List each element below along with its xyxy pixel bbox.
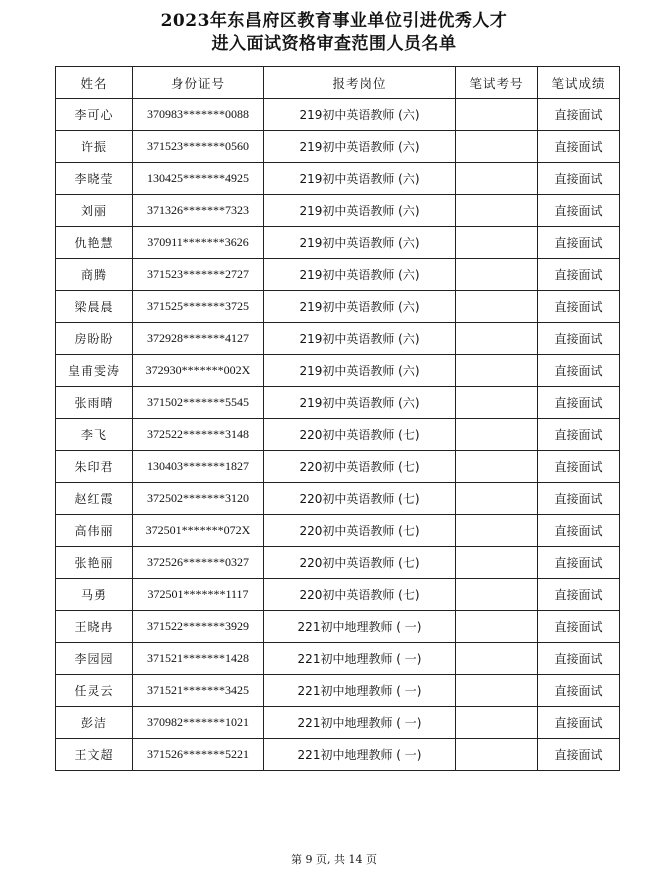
cell-name: 高伟丽 <box>56 515 133 547</box>
cell-exam-number <box>456 643 538 675</box>
cell-position: 220初中英语教师 (七) <box>264 547 456 579</box>
cell-exam-number <box>456 675 538 707</box>
cell-id-number: 372501*******072X <box>133 515 264 547</box>
cell-name: 朱印君 <box>56 451 133 483</box>
cell-id-number: 130425*******4925 <box>133 163 264 195</box>
cell-exam-number <box>456 131 538 163</box>
table-row <box>56 355 620 387</box>
cell-id-number: 372526*******0327 <box>133 547 264 579</box>
cell-id-number: 370982*******1021 <box>133 707 264 739</box>
table-row <box>56 323 620 355</box>
cell-name: 马勇 <box>56 579 133 611</box>
cell-exam-number <box>456 195 538 227</box>
cell-position: 219初中英语教师 (六) <box>264 195 456 227</box>
cell-id-number: 371523*******2727 <box>133 259 264 291</box>
table-row <box>56 227 620 259</box>
cell-name: 赵红霞 <box>56 483 133 515</box>
header-id-number: 身份证号 <box>133 67 264 99</box>
cell-name: 张艳丽 <box>56 547 133 579</box>
table-row <box>56 131 620 163</box>
header-exam-score: 笔试成绩 <box>538 67 620 99</box>
table-row <box>56 195 620 227</box>
cell-exam-score: 直接面试 <box>538 355 620 387</box>
cell-exam-number <box>456 259 538 291</box>
cell-id-number: 371521*******3425 <box>133 675 264 707</box>
table-row <box>56 643 620 675</box>
cell-id-number: 371326*******7323 <box>133 195 264 227</box>
cell-exam-number <box>456 483 538 515</box>
cell-position: 219初中英语教师 (六) <box>264 291 456 323</box>
table-row <box>56 579 620 611</box>
cell-name: 王文超 <box>56 739 133 771</box>
cell-id-number: 371523*******0560 <box>133 131 264 163</box>
table-row <box>56 451 620 483</box>
cell-exam-number <box>456 515 538 547</box>
cell-position: 221初中地理教师 ( 一) <box>264 707 456 739</box>
cell-id-number: 372930*******002X <box>133 355 264 387</box>
cell-position: 219初中英语教师 (六) <box>264 227 456 259</box>
table-row <box>56 515 620 547</box>
cell-name: 李可心 <box>56 99 133 131</box>
table-row <box>56 675 620 707</box>
cell-exam-score: 直接面试 <box>538 483 620 515</box>
cell-id-number: 370983*******0088 <box>133 99 264 131</box>
cell-position: 221初中地理教师 ( 一) <box>264 643 456 675</box>
cell-name: 李飞 <box>56 419 133 451</box>
cell-id-number: 372501*******1117 <box>133 579 264 611</box>
cell-exam-score: 直接面试 <box>538 163 620 195</box>
document-title-line1: 2023年东昌府区教育事业单位引进优秀人才 <box>160 11 508 31</box>
table-row <box>56 99 620 131</box>
cell-position: 220初中英语教师 (七) <box>264 579 456 611</box>
table-row <box>56 259 620 291</box>
cell-exam-number <box>456 163 538 195</box>
table-body <box>56 99 620 771</box>
cell-exam-score: 直接面试 <box>538 227 620 259</box>
cell-position: 220初中英语教师 (七) <box>264 451 456 483</box>
cell-name: 刘丽 <box>56 195 133 227</box>
cell-position: 220初中英语教师 (七) <box>264 483 456 515</box>
cell-exam-number <box>456 707 538 739</box>
cell-id-number: 372928*******4127 <box>133 323 264 355</box>
cell-name: 张雨晴 <box>56 387 133 419</box>
cell-position: 221初中地理教师 ( 一) <box>264 611 456 643</box>
cell-id-number: 371502*******5545 <box>133 387 264 419</box>
cell-position: 220初中英语教师 (七) <box>264 515 456 547</box>
cell-position: 219初中英语教师 (六) <box>264 99 456 131</box>
cell-exam-number <box>456 99 538 131</box>
cell-position: 221初中地理教师 ( 一) <box>264 675 456 707</box>
cell-exam-score: 直接面试 <box>538 419 620 451</box>
cell-name: 李晓莹 <box>56 163 133 195</box>
cell-id-number: 371526*******5221 <box>133 739 264 771</box>
document-title-line2: 进入面试资格审查范围人员名单 <box>211 34 457 54</box>
cell-exam-number <box>456 451 538 483</box>
cell-name: 房盼盼 <box>56 323 133 355</box>
cell-exam-score: 直接面试 <box>538 99 620 131</box>
cell-position: 219初中英语教师 (六) <box>264 259 456 291</box>
cell-exam-number <box>456 611 538 643</box>
table-row <box>56 483 620 515</box>
cell-exam-number <box>456 579 538 611</box>
cell-id-number: 372522*******3148 <box>133 419 264 451</box>
cell-exam-score: 直接面试 <box>538 547 620 579</box>
table-row <box>56 419 620 451</box>
cell-id-number: 371522*******3929 <box>133 611 264 643</box>
cell-exam-score: 直接面试 <box>538 195 620 227</box>
cell-exam-score: 直接面试 <box>538 707 620 739</box>
cell-id-number: 130403*******1827 <box>133 451 264 483</box>
cell-exam-score: 直接面试 <box>538 291 620 323</box>
cell-exam-number <box>456 547 538 579</box>
cell-exam-number <box>456 419 538 451</box>
candidate-table <box>55 66 620 771</box>
cell-position: 219初中英语教师 (六) <box>264 323 456 355</box>
table-header-row <box>56 67 620 99</box>
cell-position: 221初中地理教师 ( 一) <box>264 739 456 771</box>
cell-exam-score: 直接面试 <box>538 323 620 355</box>
cell-position: 219初中英语教师 (六) <box>264 355 456 387</box>
cell-exam-score: 直接面试 <box>538 739 620 771</box>
header-position: 报考岗位 <box>264 67 456 99</box>
cell-name: 梁晨晨 <box>56 291 133 323</box>
cell-id-number: 372502*******3120 <box>133 483 264 515</box>
cell-exam-number <box>456 227 538 259</box>
page-footer: 第 9 页, 共 14 页 <box>291 853 377 866</box>
cell-exam-score: 直接面试 <box>538 611 620 643</box>
cell-id-number: 371525*******3725 <box>133 291 264 323</box>
header-name: 姓名 <box>56 67 133 99</box>
cell-exam-number <box>456 355 538 387</box>
cell-exam-number <box>456 739 538 771</box>
cell-exam-score: 直接面试 <box>538 451 620 483</box>
cell-name: 彭洁 <box>56 707 133 739</box>
cell-position: 219初中英语教师 (六) <box>264 131 456 163</box>
cell-name: 皇甫雯涛 <box>56 355 133 387</box>
cell-name: 许振 <box>56 131 133 163</box>
cell-exam-number <box>456 291 538 323</box>
cell-exam-score: 直接面试 <box>538 675 620 707</box>
cell-exam-score: 直接面试 <box>538 259 620 291</box>
table-row <box>56 739 620 771</box>
table-row <box>56 387 620 419</box>
cell-name: 李园园 <box>56 643 133 675</box>
table-row <box>56 163 620 195</box>
header-exam-number: 笔试考号 <box>456 67 538 99</box>
cell-exam-score: 直接面试 <box>538 131 620 163</box>
table-row <box>56 707 620 739</box>
cell-exam-number <box>456 387 538 419</box>
cell-position: 219初中英语教师 (六) <box>264 163 456 195</box>
cell-name: 仇艳慧 <box>56 227 133 259</box>
table-row <box>56 611 620 643</box>
cell-name: 王晓冉 <box>56 611 133 643</box>
cell-exam-score: 直接面试 <box>538 579 620 611</box>
cell-exam-score: 直接面试 <box>538 387 620 419</box>
cell-position: 220初中英语教师 (七) <box>264 419 456 451</box>
cell-id-number: 370911*******3626 <box>133 227 264 259</box>
cell-exam-number <box>456 323 538 355</box>
table-row <box>56 547 620 579</box>
cell-id-number: 371521*******1428 <box>133 643 264 675</box>
cell-name: 商腾 <box>56 259 133 291</box>
cell-position: 219初中英语教师 (六) <box>264 387 456 419</box>
table-row <box>56 291 620 323</box>
cell-name: 任灵云 <box>56 675 133 707</box>
cell-exam-score: 直接面试 <box>538 515 620 547</box>
cell-exam-score: 直接面试 <box>538 643 620 675</box>
